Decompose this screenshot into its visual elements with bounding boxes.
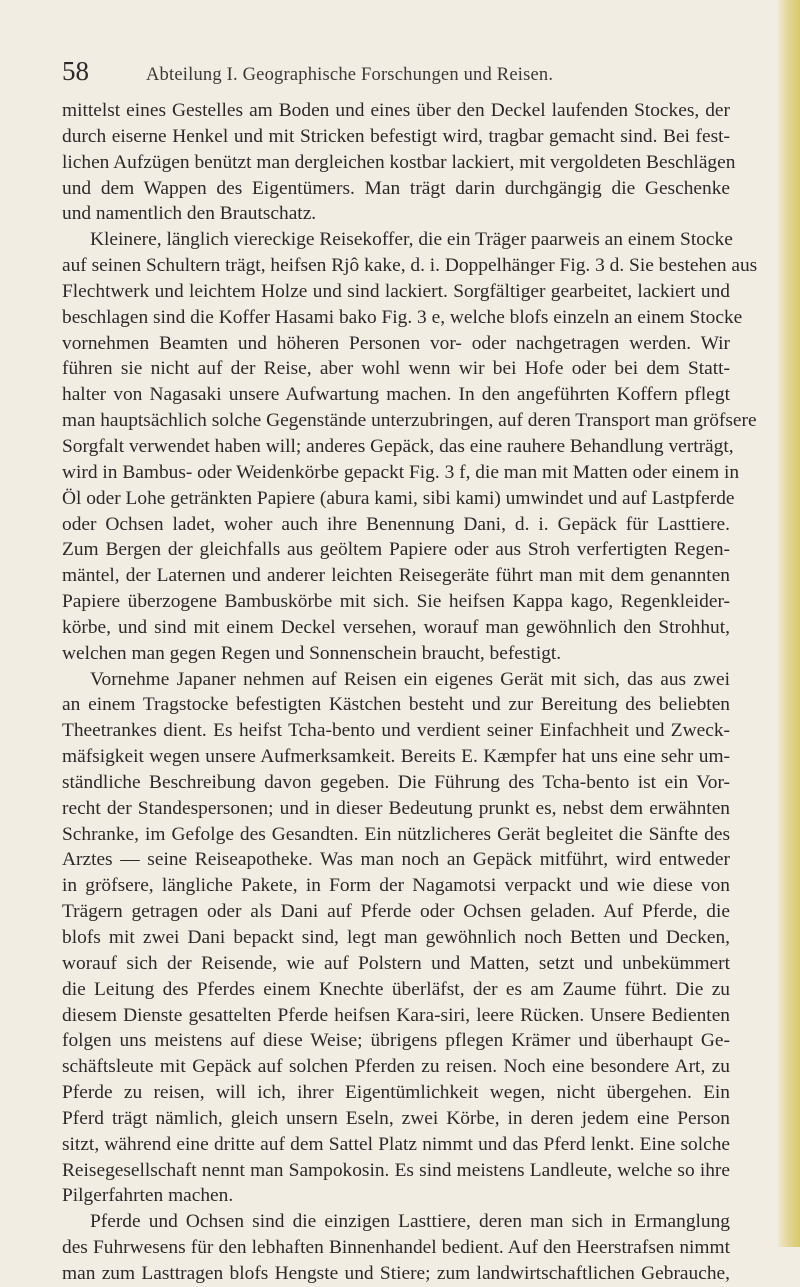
text-line: in gröfsere, längliche Pakete, in Form der Nagamotsi verpackt und wie diese von xyxy=(62,875,730,897)
text-line: beschlagen sind die Koffer Hasami bako Fig. 3 e, welche blofs einzeln an einem Stocke xyxy=(62,306,743,328)
text-line: recht der Standespersonen; und in dieser Bedeutung prunkt es, nebst dem erwähnten xyxy=(62,797,730,819)
text-line: Pferde und Ochsen sind die einzigen Lasttiere, deren man sich in Ermanglung xyxy=(90,1211,730,1233)
text-line: man zum Lasttragen blofs Hengste und Stiere; zum landwirtschaftlichen Gebrauche, xyxy=(62,1262,730,1284)
text-line: Vornehme Japaner nehmen auf Reisen ein eigenes Gerät mit sich, das aus zwei xyxy=(90,668,730,690)
text-line: folgen uns meistens auf diese Weise; übrigens pflegen Krämer und überhaupt Ge- xyxy=(62,1030,730,1052)
page-edge xyxy=(778,0,800,1247)
page-header xyxy=(62,56,730,96)
text-line: ständliche Beschreibung davon gegeben. Die Führung des Tcha-bento ist ein Vor- xyxy=(62,771,730,793)
book-page xyxy=(62,56,758,1287)
text-line: Kleinere, länglich viereckige Reisekoffer, die ein Träger paarweis an einem Stocke xyxy=(90,229,733,251)
paragraph xyxy=(62,98,736,227)
text-line: worauf sich der Reisende, wie auf Polstern und Matten, setzt und unbekümmert xyxy=(62,952,730,974)
text-line: Reisegesellschaft nennt man Sampokosin. Es sind meistens Landleute, welche so ihre xyxy=(62,1159,730,1181)
text-line: Flechtwerk und leichtem Holze und sind lackiert. Sorgfältiger gearbeitet, lackiert und xyxy=(62,280,730,302)
running-head: Abteilung I. Geographische Forschungen und Reisen. xyxy=(146,65,554,85)
text-line: und dem Wappen des Eigentümers. Man trägt darin durchgängig die Geschenke xyxy=(62,177,730,199)
text-line: halter von Nagasaki unsere Aufwartung machen. In den angeführten Koffern pflegt xyxy=(62,384,730,406)
text-line: und namentlich den Brautschatz. xyxy=(62,203,317,225)
text-line: mäntel, der Laternen und anderer leichten Reisegeräte führt man mit dem genannten xyxy=(62,565,730,587)
text-line: schäftsleute mit Gepäck auf solchen Pferden zu reisen. Noch eine besondere Art, zu xyxy=(62,1056,730,1078)
text-line: führen sie nicht auf der Reise, aber wohl wenn wir bei Hofe oder bei dem Statt- xyxy=(62,358,730,380)
text-line: lichen Aufzügen benützt man dergleichen kostbar lackiert, mit vergoldeten Beschlägen xyxy=(62,151,736,173)
text-line: welchen man gegen Regen und Sonnenschein braucht, befestigt. xyxy=(62,642,562,664)
text-line: Theetrankes dient. Es heifst Tcha-bento und verdient seiner Einfachheit und Zweck- xyxy=(62,720,730,742)
text-line: sitzt, während eine dritte auf dem Sattel Platz nimmt und das Pferd lenkt. Eine solche xyxy=(62,1133,730,1155)
text-line: Zum Bergen der gleichfalls aus geöltem Papiere oder aus Stroh verfertigten Regen- xyxy=(62,539,730,561)
text-line: wird in Bambus- oder Weidenkörbe gepackt Fig. 3 f, die man mit Matten oder einem in xyxy=(62,461,740,483)
paragraph xyxy=(62,1209,730,1287)
text-line: man hauptsächlich solche Gegenstände unterzubringen, auf deren Transport man gröfsere xyxy=(62,410,757,432)
text-line: Öl oder Lohe getränkten Papiere (abura kami, sibi kami) umwindet und auf Lastpferde xyxy=(62,487,735,509)
text-line: auf seinen Schultern trägt, heifsen Rjô kake, d. i. Doppelhänger Fig. 3 d. Sie bestehen aus xyxy=(62,255,758,277)
text-line: diesem Dienste gesattelten Pferde heifsen Kara-siri, leere Rücken. Unsere Bedienten xyxy=(62,1004,730,1026)
text-line: des Fuhrwesens für den lebhaften Binnenhandel bedient. Auf den Heerstrafsen nimmt xyxy=(62,1237,730,1259)
text-line: körbe, und sind mit einem Deckel versehen, worauf man gewöhnlich den Strohhut, xyxy=(62,616,730,638)
text-line: Pilgerfahrten machen. xyxy=(62,1185,234,1207)
text-line: an einem Tragstocke befestigten Kästchen besteht und zur Bereitung des beliebten xyxy=(62,694,730,716)
body-text xyxy=(62,98,758,1287)
text-line: die Leitung des Pferdes einem Knechte überläfst, der es am Zaume führt. Die zu xyxy=(62,978,730,1000)
text-line: Sorgfalt verwendet haben will; anderes Gepäck, das eine rauhere Behandlung verträgt, xyxy=(62,435,734,457)
text-line: mittelst eines Gestelles am Boden und eines über den Deckel laufenden Stockes, der xyxy=(62,100,730,121)
text-line: Trägern getragen oder als Dani auf Pferde oder Ochsen geladen. Auf Pferde, die xyxy=(62,901,730,923)
text-line: durch eiserne Henkel und mit Stricken befestigt wird, tragbar gemacht sind. Bei fest- xyxy=(62,125,730,147)
page-number: 58 xyxy=(62,56,89,86)
text-line: blofs mit zwei Dani bepackt sind, legt man gewöhnlich noch Betten und Decken, xyxy=(62,927,730,948)
text-line: mäfsigkeit wegen unsere Aufmerksamkeit. Bereits E. Kæmpfer hat uns eine sehr um- xyxy=(62,746,730,768)
text-line: Arztes — seine Reiseapotheke. Was man noch an Gepäck mitführt, wird entweder xyxy=(62,849,730,871)
paragraph xyxy=(62,227,758,666)
text-line: Pferd trägt nämlich, gleich unsern Eseln, zwei Körbe, in deren jedem eine Person xyxy=(62,1107,730,1129)
text-line: vornehmen Beamten und höheren Personen vor- oder nachgetragen werden. Wir xyxy=(62,332,730,354)
text-line: Schranke, im Gefolge des Gesandten. Ein nützlicheres Gerät begleitet die Sänfte des xyxy=(62,823,730,845)
text-line: Pferde zu reisen, will ich, ihrer Eigentümlichkeit wegen, nicht übergehen. Ein xyxy=(62,1082,730,1104)
text-line: oder Ochsen ladet, woher auch ihre Benennung Dani, d. i. Gepäck für Lasttiere. xyxy=(62,513,730,535)
text-line: Papiere überzogene Bambuskörbe mit sich. Sie heifsen Kappa kago, Regenkleider- xyxy=(62,591,730,613)
paragraph xyxy=(62,667,730,1210)
